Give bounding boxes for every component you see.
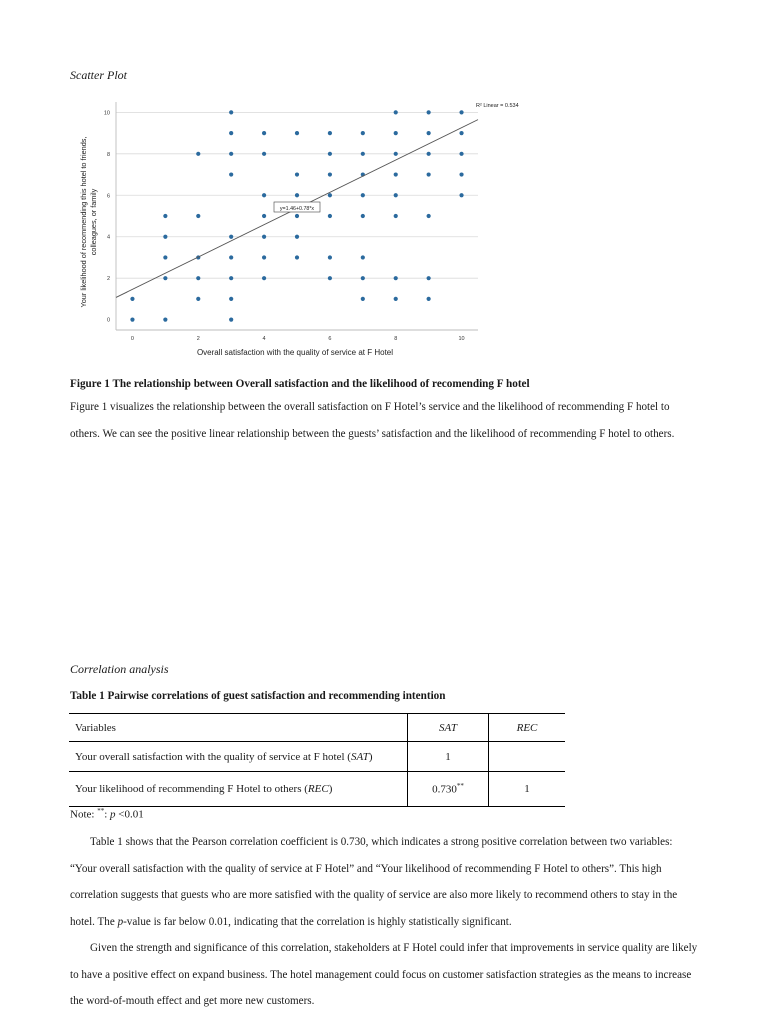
analysis-paragraph-1	[70, 829, 700, 935]
data-point-6-8	[328, 152, 332, 156]
data-point-2-1	[196, 297, 200, 301]
data-point-10-7	[459, 172, 463, 176]
data-point-10-8	[459, 152, 463, 156]
data-point-6-3	[328, 255, 332, 259]
data-point-6-2	[328, 276, 332, 280]
data-point-0-1	[130, 297, 134, 301]
figure-caption: Figure 1 The relationship between Overall satisfaction and the likelihood of recomending F hotel	[70, 378, 530, 390]
cell-sat-sat: 1	[408, 742, 489, 772]
x-tick-label-10: 10	[458, 336, 465, 342]
data-point-8-1	[394, 297, 398, 301]
data-point-7-3	[361, 255, 365, 259]
data-point-5-3	[295, 255, 299, 259]
scatter-section-title: Scatter Plot	[70, 68, 127, 82]
data-point-4-4	[262, 235, 266, 239]
fit-equation-label: y=1.46+0.78*x	[279, 206, 315, 212]
data-point-9-7	[427, 172, 431, 176]
x-axis-label: Overall satisfaction with the quality of service at F Hotel	[196, 348, 394, 357]
note-mid: :	[104, 808, 111, 821]
data-point-9-10	[427, 110, 431, 114]
table-row	[69, 742, 565, 772]
data-point-7-8	[361, 152, 365, 156]
data-point-4-2	[262, 276, 266, 280]
x-tick-label-0: 0	[130, 336, 134, 342]
table-note	[70, 807, 144, 821]
data-point-1-4	[163, 235, 167, 239]
data-point-4-6	[262, 193, 266, 197]
analysis-paragraph-2: Given the strength and significance of this correlation, stakeholders at F Hotel could infer that improvements in service quality are likely to have a positive effect on expand business. The hotel management could focus on customer satisfaction strategies as the means to increase the word-of-mouth effect and get more new customers.	[70, 942, 698, 1007]
cell-rec-rec: 1	[524, 783, 530, 795]
row-rec-label-text: Your likelihood of recommending F Hotel to others (	[75, 783, 308, 795]
y-tick-label-10: 10	[103, 110, 110, 117]
data-point-1-0	[163, 318, 167, 322]
data-point-8-8	[394, 152, 398, 156]
cell-rec-sat	[408, 772, 489, 807]
correlation-value: 0.730	[432, 783, 457, 796]
data-point-8-2	[394, 276, 398, 280]
table-row	[69, 772, 565, 807]
data-point-6-9	[328, 131, 332, 135]
data-point-8-5	[394, 214, 398, 218]
data-point-3-9	[229, 131, 233, 135]
row-rec-label	[69, 772, 408, 807]
correlation-section-title: Correlation analysis	[70, 662, 169, 676]
data-point-9-5	[427, 214, 431, 218]
analysis-p1-p: p	[117, 915, 124, 928]
analysis-p1-a: Table 1 shows that the Pearson correlation coefficient is 0.730, which indicates a strong positive correlation between two variables: “Your overall satisfaction with the quality of service at F Hotel” and “Your likelihood of recommending F Hotel to others”. This high correlation suggests that guests who are more satisfied with the quality of service are also more likely to recommend others to stay in the hotel. The	[70, 836, 678, 928]
data-point-3-3	[229, 255, 233, 259]
x-tick-label-6: 6	[328, 336, 332, 342]
data-point-4-5	[262, 214, 266, 218]
y-tick-label-0: 0	[106, 317, 110, 324]
note-text: <0.01	[115, 808, 144, 821]
data-point-6-5	[328, 214, 332, 218]
data-point-9-1	[427, 297, 431, 301]
data-point-4-8	[262, 152, 266, 156]
data-point-8-7	[394, 172, 398, 176]
data-point-7-6	[361, 193, 365, 197]
data-point-7-1	[361, 297, 365, 301]
data-point-7-2	[361, 276, 365, 280]
data-point-1-5	[163, 214, 167, 218]
data-point-5-7	[295, 172, 299, 176]
data-point-8-6	[394, 193, 398, 197]
table-header-row	[69, 714, 565, 742]
x-tick-label-2: 2	[196, 336, 200, 342]
header-variables: Variables	[75, 721, 116, 734]
row-rec-close: )	[328, 783, 333, 795]
data-point-9-9	[427, 131, 431, 135]
data-point-3-2	[229, 276, 233, 280]
row-sat-close: )	[368, 750, 373, 763]
header-sat: SAT	[408, 714, 489, 742]
data-point-3-10	[229, 110, 233, 114]
data-point-3-4	[229, 235, 233, 239]
data-point-5-5	[295, 214, 299, 218]
data-point-7-5	[361, 214, 365, 218]
data-point-10-9	[459, 131, 463, 135]
figure-description	[70, 394, 700, 447]
note-p: p	[110, 808, 116, 821]
data-point-1-2	[163, 276, 167, 280]
row-sat-abbr: SAT	[350, 750, 369, 763]
r-squared-label: R² Linear = 0.534	[476, 103, 519, 109]
data-point-5-4	[295, 235, 299, 239]
data-point-6-7	[328, 172, 332, 176]
data-point-5-6	[295, 193, 299, 197]
tick-labels	[104, 110, 465, 342]
data-point-4-3	[262, 255, 266, 259]
data-point-2-8	[196, 152, 200, 156]
data-point-10-10	[459, 110, 463, 114]
data-point-10-6	[459, 193, 463, 197]
data-point-3-1	[229, 297, 233, 301]
scatter-chart	[70, 90, 540, 365]
figure-paragraph: Figure 1 visualizes the relationship between the overall satisfaction on F Hotel’s service and the likelihood of recommending F hotel to others. We can see the positive linear relationship between the guests’ satisfaction and the likelihood of recommending F hotel to others.	[70, 401, 675, 440]
data-point-5-9	[295, 131, 299, 135]
analysis-body	[70, 829, 700, 1015]
cell-sat-rec	[489, 742, 566, 772]
data-point-6-6	[328, 193, 332, 197]
data-point-7-9	[361, 131, 365, 135]
row-sat-label	[69, 742, 408, 772]
data-point-0-0	[130, 318, 134, 322]
data-point-3-7	[229, 172, 233, 176]
data-points	[130, 110, 463, 321]
significance-marker: **	[456, 782, 464, 791]
data-point-8-9	[394, 131, 398, 135]
data-point-2-5	[196, 214, 200, 218]
row-rec-abbr: REC	[307, 783, 329, 795]
analysis-p1-b: -value is far below 0.01, indicating that the correlation is highly statistically significant.	[123, 915, 512, 928]
note-prefix: Note:	[70, 808, 98, 821]
data-point-9-2	[427, 276, 431, 280]
data-point-1-3	[163, 255, 167, 259]
data-point-2-2	[196, 276, 200, 280]
data-point-3-8	[229, 152, 233, 156]
y-axis-label-line1: Your likelihood of recommending this hotel to friends,	[79, 136, 88, 308]
y-tick-label-4: 4	[106, 234, 110, 241]
data-point-4-9	[262, 131, 266, 135]
y-tick-label-2: 2	[106, 276, 110, 283]
row-sat-label-text: Your overall satisfaction with the quality of service at F hotel (	[75, 750, 351, 763]
header-rec: REC	[516, 721, 538, 734]
note-sup: **	[97, 807, 105, 815]
y-axis-label-line2: colleagues, or family	[89, 188, 98, 256]
data-point-3-0	[229, 318, 233, 322]
x-tick-label-8: 8	[394, 336, 398, 342]
data-point-8-10	[394, 110, 398, 114]
x-tick-label-4: 4	[262, 336, 266, 342]
table-caption: Table 1 Pairwise correlations of guest satisfaction and recommending intention	[70, 690, 446, 702]
data-point-9-8	[427, 152, 431, 156]
y-tick-label-8: 8	[106, 151, 110, 158]
y-tick-label-6: 6	[106, 193, 110, 200]
correlation-table	[69, 713, 565, 807]
